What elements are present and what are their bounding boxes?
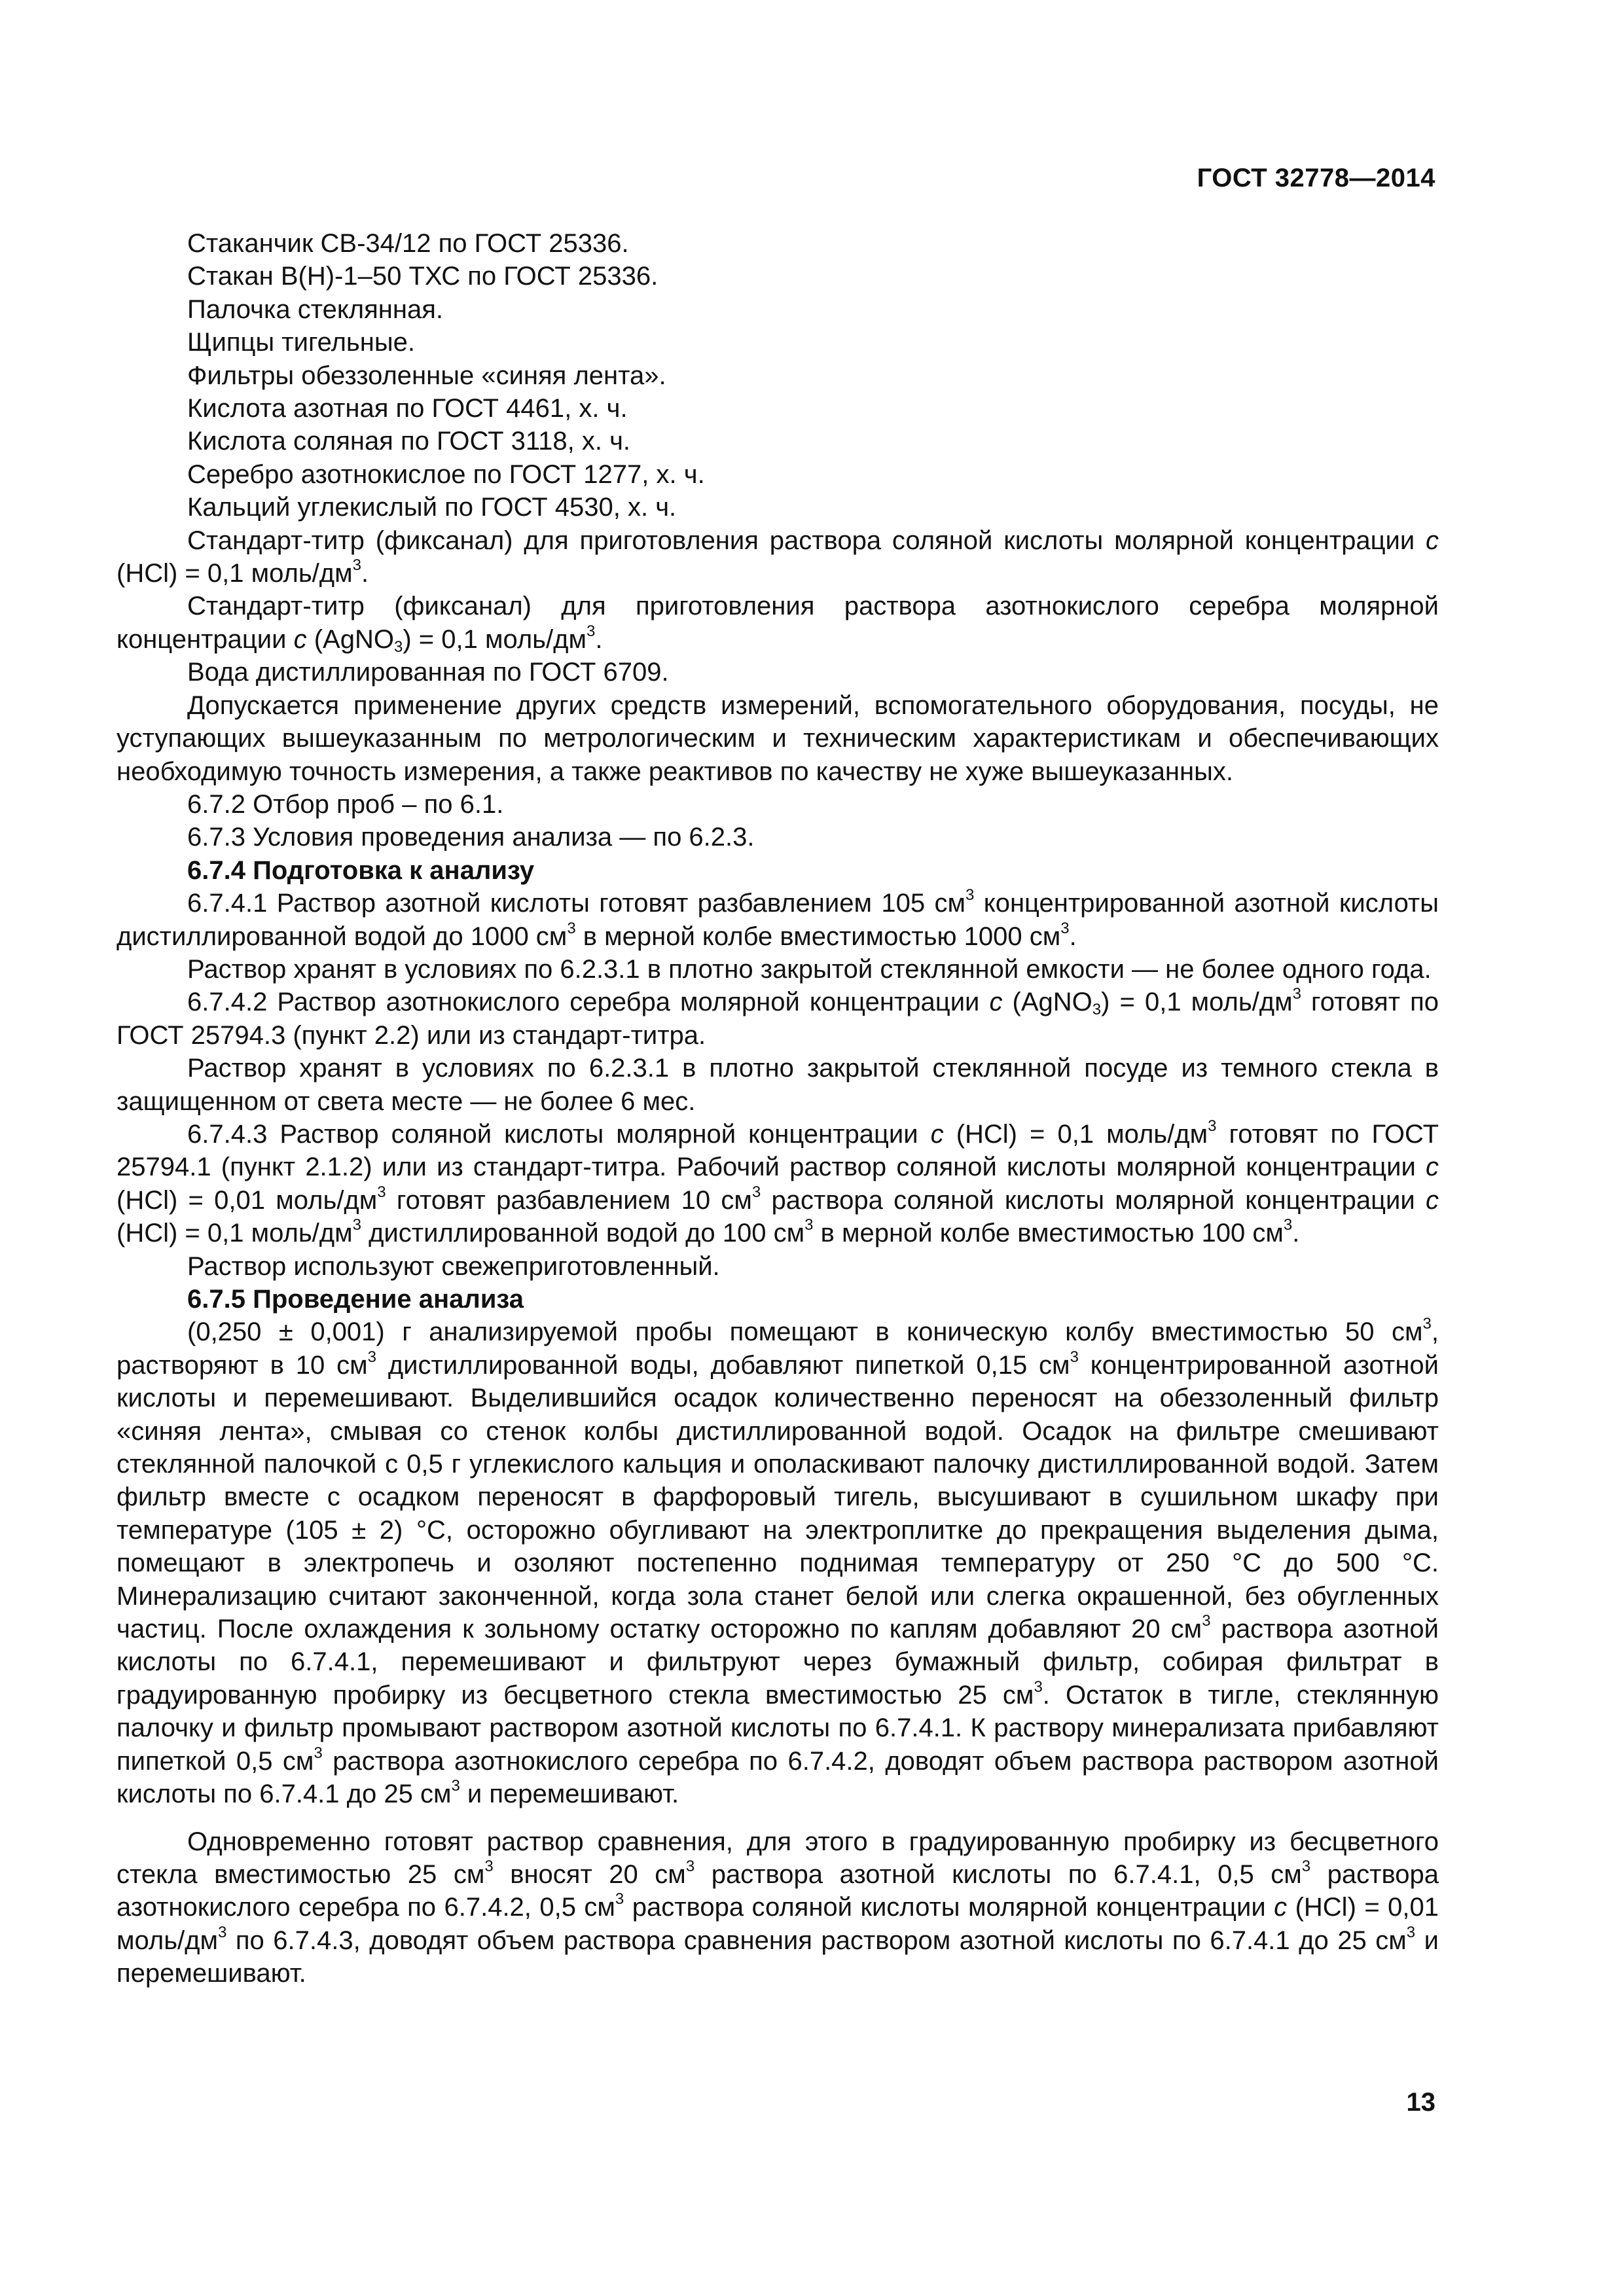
text-line: 6.7.3 Условия проведения анализа — по 6.2.3. xyxy=(187,823,755,852)
text-line: Серебро азотнокислое по ГОСТ 1277, х. ч. xyxy=(187,459,705,489)
text-line: Стаканчик СВ-34/12 по ГОСТ 25336. xyxy=(187,229,629,258)
text-line: Кальций углекислый по ГОСТ 4530, х. ч. xyxy=(187,493,677,522)
document-body xyxy=(117,227,1439,1990)
section-heading: 6.7.5 Проведение анализа xyxy=(187,1285,524,1314)
text-line: Стакан В(Н)-1–50 ТХС по ГОСТ 25336. xyxy=(187,262,659,291)
paragraph: 6.7.4.1 Раствор азотной кислоты готовят разбавлением 105 $см^3$ концентрированной азотной кислоты дистиллированной водой до 1000 $см^3$ в мерной колбе вместимостью 1000 $см^3$. xyxy=(117,886,1439,951)
paragraph: Одновременно готовят раствор сравнения, для этого в градуированную пробирку из бесцветного стекла вместимостью 25 $см^3$ вносят 20 $см^3$ раствора азотной кислоты по 6.7.4.1, 0,5 $см^3$ раствора азотнокислого серебра по 6.7.4.2, 0,5 $см^3$ раствора соляной кислоты молярной концентрации c (HCl) = 0,01 моль/$дм^3$ по 6.7.4.3, доводят объем раствора сравнения раствором азотной кислоты по 6.7.4.1 до 25 $см^3$ и перемешивают. xyxy=(117,1827,1439,1988)
page-number: 13 xyxy=(1406,2088,1435,2117)
text-line: Раствор используют свежеприготовленный. xyxy=(187,1251,720,1281)
text-line: Вода дистиллированная по ГОСТ 6709. xyxy=(187,658,669,687)
document-header: ГОСТ 32778—2014 xyxy=(1197,164,1435,192)
text-line: Кислота азотная по ГОСТ 4461, х. ч. xyxy=(187,394,628,423)
paragraph-gap xyxy=(117,1811,1439,1825)
text-line: Палочка стеклянная. xyxy=(187,295,443,324)
paragraph: Стандарт-титр (фиксанал) для приготовления раствора соляной кислоты молярной концентрации c (HCl) = 0,1 моль/$дм^3$. xyxy=(117,526,1439,588)
text-line: Кислота соляная по ГОСТ 3118, х. ч. xyxy=(187,427,631,456)
paragraph: Допускается применение других средств измерений, вспомогательного оборудования, посуды, не уступающих вышеуказанным по метрологическим и техническим характеристикам и обеспечивающих необходимую точность измерения, а также реактивов по качеству не хуже вышеуказанных. xyxy=(117,691,1439,786)
paragraph: (0,250 ± 0,001) г анализируемой пробы помещают в коническую колбу вместимостью 50 $см^3$, растворяют в 10 $см^3$ дистиллированной воды, добавляют пипеткой 0,15 $см^3$ концентрированной азотной кислоты и перемешивают. Выделившийся осадок количественно переносят на обеззоленный фильтр «синяя лента», смывая со стенок колбы дистиллированной водой. Осадок на фильтре смешивают стеклянной палочкой с 0,5 г углекислого кальция и ополаскивают палочку дистиллированной водой. Затем фильтр вместе с осадком переносят в фарфоровый тигель, высушивают в сушильном шкафу при температуре (105 ± 2) °С, осторожно обугливают на электроплитке до прекращения выделения дыма, помещают в электропечь и озоляют постепенно поднимая температуру от 250 °С до 500 °С. Минерализацию считают законченной, когда зола станет белой или слегка окрашенной, без обугленных частиц. После охлаждения к зольному остатку осторожно по каплям добавляют 20 $см^3$ раствора азотной кислоты по 6.7.4.1, перемешивают и фильтруют через бумажный фильтр, собирая фильтрат в градуированную пробирку из бесцветного стекла вместимостью 25 $см^3$. Остаток в тигле, стеклянную палочку и фильтр промывают раствором азотной кислоты по 6.7.4.1. К раствору минерализата прибавляют пипеткой 0,5 $см^3$ раствора азотнокислого серебра по 6.7.4.2, доводят объем раствора раствором азотной кислоты по 6.7.4.1 до 25 $см^3$ и перемешивают. xyxy=(117,1315,1439,1809)
paragraph: Раствор хранят в условиях по 6.2.3.1 в плотно закрытой стеклянной емкости — не более одного года. xyxy=(187,954,1432,984)
section-heading: 6.7.4 Подготовка к анализу xyxy=(187,855,535,885)
paragraph: Раствор хранят в условиях по 6.2.3.1 в плотно закрытой стеклянной посуде из темного стекла в защищенном от света месте — не более 6 мес. xyxy=(117,1054,1439,1116)
paragraph: 6.7.4.3 Раствор соляной кислоты молярной концентрации c (HCl) = 0,1 моль/$дм^3$ готовят по ГОСТ 25794.1 (пункт 2.1.2) или из стандарт-титра. Рабочий раствор соляной кислоты молярной концентрации c (HCl) = 0,01 моль/$дм^3$ готовят разбавлением 10 $см^3$ раствора соляной кислоты молярной концентрации c (HCl) = 0,1 моль/$дм^3$ дистиллированной водой до 100 $см^3$ в мерной колбе вместимостью 100 $см^3$. xyxy=(117,1117,1439,1248)
text-line: Щипцы тигельные. xyxy=(187,328,415,357)
paragraph: Стандарт-титр (фиксанал) для приготовления раствора азотнокислого серебра молярной концентрации c (AgNO$_3$) = 0,1 моль/$дм^3$. xyxy=(117,592,1439,656)
text-line: Фильтры обеззоленные «синяя лента». xyxy=(187,361,666,390)
text-line: 6.7.2 Отбор проб – по 6.1. xyxy=(187,789,504,819)
paragraph: 6.7.4.2 Раствор азотнокислого серебра молярной концентрации c (AgNO$_3$) = 0,1 моль/$дм^3$ готовят по ГОСТ 25794.3 (пункт 2.2) или из стандарт-титра. xyxy=(117,985,1439,1050)
